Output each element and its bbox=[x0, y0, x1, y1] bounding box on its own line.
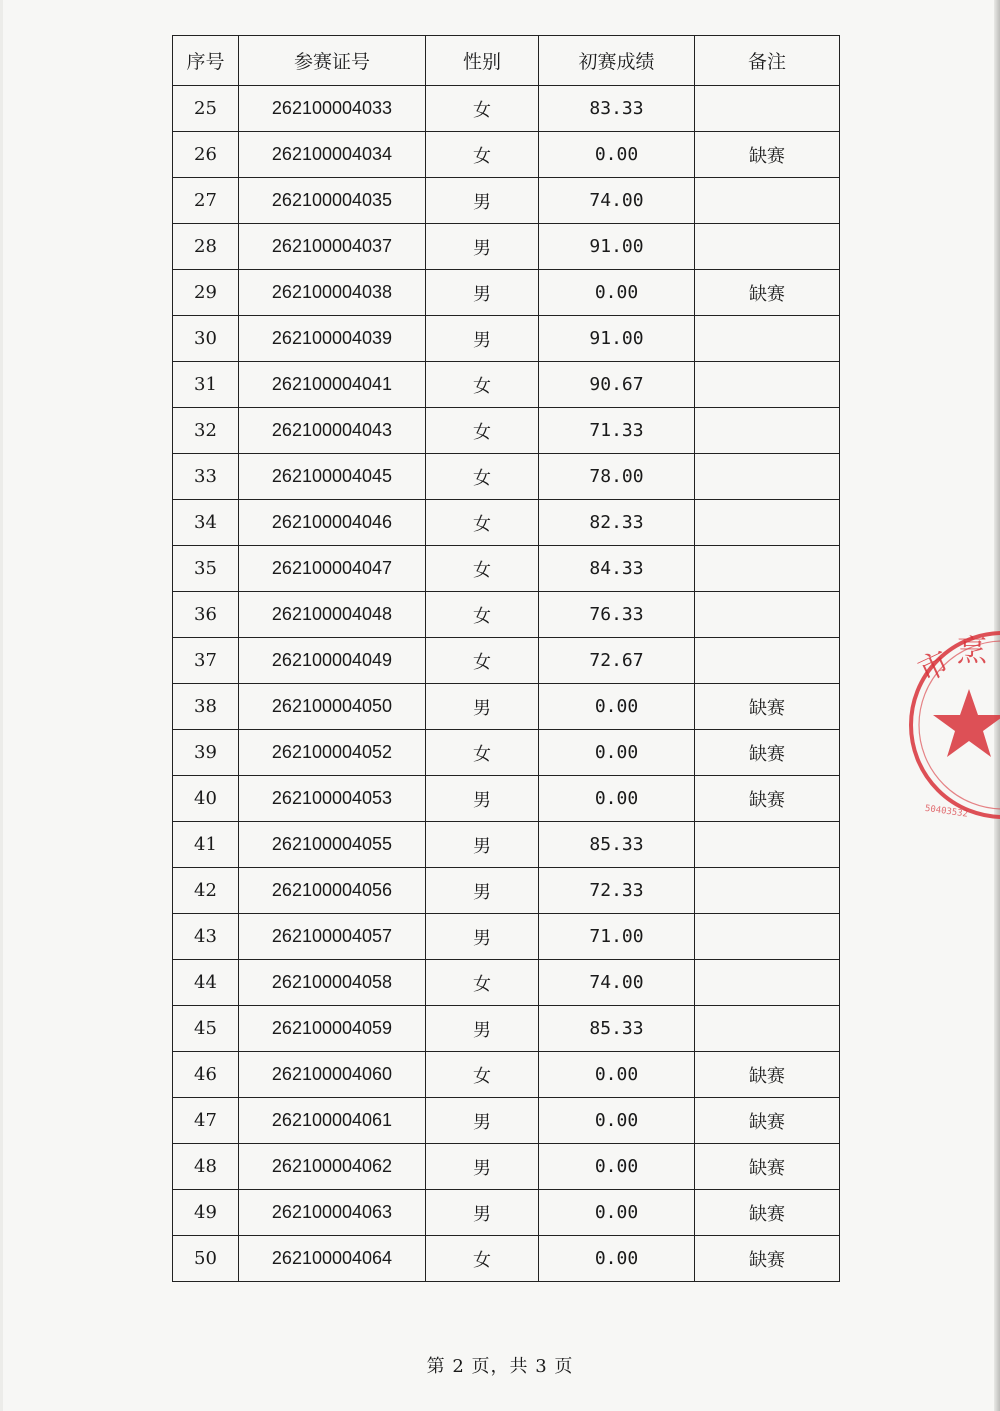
cell-entry-number: 262100004043 bbox=[239, 408, 426, 454]
cell-gender: 男 bbox=[426, 178, 539, 224]
cell-remarks: 缺赛 bbox=[695, 684, 840, 730]
cell-remarks bbox=[695, 822, 840, 868]
header-entry-number: 参赛证号 bbox=[239, 36, 426, 86]
cell-seq: 45 bbox=[173, 1006, 239, 1052]
table-row bbox=[173, 270, 840, 316]
cell-score: 0.00 bbox=[539, 684, 695, 730]
cell-entry-number: 262100004052 bbox=[239, 730, 426, 776]
cell-seq: 39 bbox=[173, 730, 239, 776]
table-body bbox=[173, 86, 840, 1282]
cell-remarks bbox=[695, 592, 840, 638]
cell-gender: 男 bbox=[426, 1006, 539, 1052]
cell-seq: 29 bbox=[173, 270, 239, 316]
cell-seq: 48 bbox=[173, 1144, 239, 1190]
cell-seq: 42 bbox=[173, 868, 239, 914]
cell-gender: 女 bbox=[426, 86, 539, 132]
cell-entry-number: 262100004039 bbox=[239, 316, 426, 362]
header-gender: 性别 bbox=[426, 36, 539, 86]
cell-gender: 男 bbox=[426, 1098, 539, 1144]
table-row bbox=[173, 500, 840, 546]
cell-seq: 38 bbox=[173, 684, 239, 730]
cell-score: 85.33 bbox=[539, 822, 695, 868]
cell-remarks bbox=[695, 362, 840, 408]
cell-entry-number: 262100004048 bbox=[239, 592, 426, 638]
cell-gender: 男 bbox=[426, 1144, 539, 1190]
cell-gender: 女 bbox=[426, 592, 539, 638]
cell-remarks bbox=[695, 454, 840, 500]
cell-seq: 35 bbox=[173, 546, 239, 592]
cell-gender: 女 bbox=[426, 1236, 539, 1282]
cell-seq: 50 bbox=[173, 1236, 239, 1282]
table-row bbox=[173, 730, 840, 776]
cell-gender: 男 bbox=[426, 684, 539, 730]
cell-score: 71.33 bbox=[539, 408, 695, 454]
cell-seq: 41 bbox=[173, 822, 239, 868]
table-row bbox=[173, 914, 840, 960]
cell-seq: 26 bbox=[173, 132, 239, 178]
cell-remarks: 缺赛 bbox=[695, 1144, 840, 1190]
cell-score: 83.33 bbox=[539, 86, 695, 132]
table-row bbox=[173, 408, 840, 454]
table-row bbox=[173, 684, 840, 730]
cell-entry-number: 262100004063 bbox=[239, 1190, 426, 1236]
cell-entry-number: 262100004053 bbox=[239, 776, 426, 822]
cell-entry-number: 262100004045 bbox=[239, 454, 426, 500]
cell-gender: 女 bbox=[426, 408, 539, 454]
cell-gender: 男 bbox=[426, 270, 539, 316]
page-number: 第 2 页，共 3 页 bbox=[426, 1356, 574, 1377]
header-remarks: 备注 bbox=[695, 36, 840, 86]
cell-gender: 女 bbox=[426, 132, 539, 178]
cell-entry-number: 262100004047 bbox=[239, 546, 426, 592]
cell-score: 91.00 bbox=[539, 316, 695, 362]
cell-score: 0.00 bbox=[539, 1144, 695, 1190]
cell-score: 91.00 bbox=[539, 224, 695, 270]
table-row bbox=[173, 454, 840, 500]
cell-seq: 33 bbox=[173, 454, 239, 500]
table-row bbox=[173, 1006, 840, 1052]
cell-remarks: 缺赛 bbox=[695, 776, 840, 822]
table-row bbox=[173, 868, 840, 914]
cell-remarks: 缺赛 bbox=[695, 1236, 840, 1282]
cell-remarks bbox=[695, 914, 840, 960]
cell-gender: 男 bbox=[426, 224, 539, 270]
cell-score: 74.00 bbox=[539, 960, 695, 1006]
table-row bbox=[173, 822, 840, 868]
cell-remarks bbox=[695, 500, 840, 546]
cell-remarks: 缺赛 bbox=[695, 1098, 840, 1144]
table-row bbox=[173, 592, 840, 638]
table-row bbox=[173, 638, 840, 684]
cell-seq: 36 bbox=[173, 592, 239, 638]
cell-remarks: 缺赛 bbox=[695, 270, 840, 316]
cell-entry-number: 262100004064 bbox=[239, 1236, 426, 1282]
cell-score: 0.00 bbox=[539, 1052, 695, 1098]
cell-entry-number: 262100004035 bbox=[239, 178, 426, 224]
cell-gender: 女 bbox=[426, 454, 539, 500]
cell-entry-number: 262100004059 bbox=[239, 1006, 426, 1052]
cell-seq: 28 bbox=[173, 224, 239, 270]
cell-score: 85.33 bbox=[539, 1006, 695, 1052]
cell-remarks: 缺赛 bbox=[695, 132, 840, 178]
page-edge-left bbox=[0, 0, 3, 1411]
header-seq: 序号 bbox=[173, 36, 239, 86]
svg-text:烹: 烹 bbox=[957, 634, 987, 669]
cell-entry-number: 262100004033 bbox=[239, 86, 426, 132]
cell-remarks bbox=[695, 960, 840, 1006]
cell-seq: 47 bbox=[173, 1098, 239, 1144]
table-row bbox=[173, 362, 840, 408]
table-row bbox=[173, 1190, 840, 1236]
cell-score: 76.33 bbox=[539, 592, 695, 638]
cell-score: 0.00 bbox=[539, 776, 695, 822]
header-preliminary-score: 初赛成绩 bbox=[539, 36, 695, 86]
table-row bbox=[173, 224, 840, 270]
cell-seq: 40 bbox=[173, 776, 239, 822]
cell-entry-number: 262100004057 bbox=[239, 914, 426, 960]
cell-seq: 31 bbox=[173, 362, 239, 408]
cell-remarks bbox=[695, 868, 840, 914]
cell-seq: 25 bbox=[173, 86, 239, 132]
cell-gender: 女 bbox=[426, 546, 539, 592]
cell-entry-number: 262100004056 bbox=[239, 868, 426, 914]
cell-remarks: 缺赛 bbox=[695, 1052, 840, 1098]
table-row bbox=[173, 960, 840, 1006]
cell-entry-number: 262100004037 bbox=[239, 224, 426, 270]
cell-score: 90.67 bbox=[539, 362, 695, 408]
table-row bbox=[173, 1144, 840, 1190]
table-row bbox=[173, 132, 840, 178]
table-row bbox=[173, 1098, 840, 1144]
cell-seq: 44 bbox=[173, 960, 239, 1006]
cell-score: 82.33 bbox=[539, 500, 695, 546]
svg-text:市: 市 bbox=[913, 644, 956, 690]
cell-gender: 男 bbox=[426, 914, 539, 960]
cell-remarks bbox=[695, 178, 840, 224]
cell-entry-number: 262100004041 bbox=[239, 362, 426, 408]
cell-score: 72.67 bbox=[539, 638, 695, 684]
cell-gender: 女 bbox=[426, 730, 539, 776]
table-row bbox=[173, 86, 840, 132]
cell-remarks bbox=[695, 86, 840, 132]
cell-gender: 女 bbox=[426, 638, 539, 684]
cell-seq: 32 bbox=[173, 408, 239, 454]
cell-remarks: 缺赛 bbox=[695, 1190, 840, 1236]
cell-entry-number: 262100004061 bbox=[239, 1098, 426, 1144]
table-row bbox=[173, 178, 840, 224]
cell-remarks bbox=[695, 1006, 840, 1052]
cell-seq: 27 bbox=[173, 178, 239, 224]
cell-entry-number: 262100004034 bbox=[239, 132, 426, 178]
cell-gender: 女 bbox=[426, 1052, 539, 1098]
cell-seq: 37 bbox=[173, 638, 239, 684]
cell-entry-number: 262100004060 bbox=[239, 1052, 426, 1098]
table-header-row bbox=[173, 36, 840, 86]
cell-score: 0.00 bbox=[539, 1236, 695, 1282]
red-seal-stamp bbox=[905, 625, 1000, 825]
cell-remarks bbox=[695, 316, 840, 362]
cell-gender: 男 bbox=[426, 776, 539, 822]
cell-seq: 34 bbox=[173, 500, 239, 546]
cell-score: 0.00 bbox=[539, 730, 695, 776]
cell-seq: 43 bbox=[173, 914, 239, 960]
cell-entry-number: 262100004049 bbox=[239, 638, 426, 684]
table-row bbox=[173, 776, 840, 822]
cell-entry-number: 262100004055 bbox=[239, 822, 426, 868]
cell-gender: 女 bbox=[426, 362, 539, 408]
cell-gender: 男 bbox=[426, 316, 539, 362]
cell-score: 78.00 bbox=[539, 454, 695, 500]
cell-entry-number: 262100004038 bbox=[239, 270, 426, 316]
cell-entry-number: 262100004062 bbox=[239, 1144, 426, 1190]
cell-remarks bbox=[695, 638, 840, 684]
table-row bbox=[173, 1052, 840, 1098]
cell-remarks: 缺赛 bbox=[695, 730, 840, 776]
cell-score: 84.33 bbox=[539, 546, 695, 592]
table-row bbox=[173, 1236, 840, 1282]
cell-score: 0.00 bbox=[539, 1098, 695, 1144]
svg-text:50403532: 50403532 bbox=[924, 803, 969, 820]
cell-entry-number: 262100004050 bbox=[239, 684, 426, 730]
cell-gender: 女 bbox=[426, 500, 539, 546]
cell-entry-number: 262100004046 bbox=[239, 500, 426, 546]
cell-gender: 女 bbox=[426, 960, 539, 1006]
cell-seq: 46 bbox=[173, 1052, 239, 1098]
cell-seq: 49 bbox=[173, 1190, 239, 1236]
cell-entry-number: 262100004058 bbox=[239, 960, 426, 1006]
cell-remarks bbox=[695, 408, 840, 454]
cell-score: 72.33 bbox=[539, 868, 695, 914]
cell-seq: 30 bbox=[173, 316, 239, 362]
cell-score: 74.00 bbox=[539, 178, 695, 224]
table-row bbox=[173, 546, 840, 592]
cell-remarks bbox=[695, 224, 840, 270]
cell-gender: 男 bbox=[426, 868, 539, 914]
table-row bbox=[173, 316, 840, 362]
cell-gender: 男 bbox=[426, 1190, 539, 1236]
cell-score: 71.00 bbox=[539, 914, 695, 960]
results-table bbox=[172, 35, 840, 1282]
cell-gender: 男 bbox=[426, 822, 539, 868]
cell-score: 0.00 bbox=[539, 1190, 695, 1236]
cell-score: 0.00 bbox=[539, 270, 695, 316]
cell-remarks bbox=[695, 546, 840, 592]
cell-score: 0.00 bbox=[539, 132, 695, 178]
